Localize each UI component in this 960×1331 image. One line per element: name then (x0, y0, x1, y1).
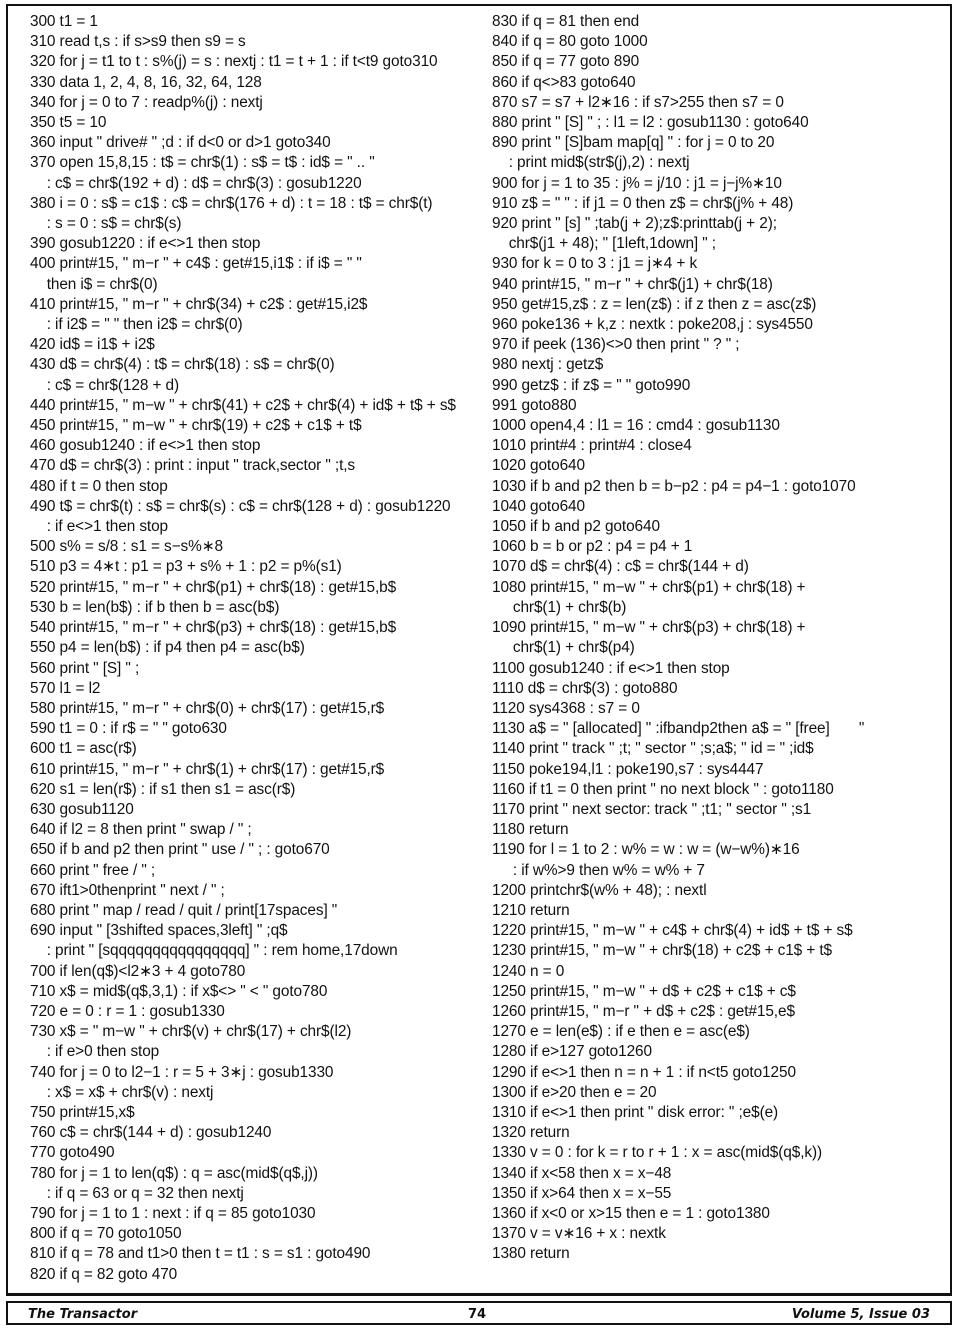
code-line: 1380 return (492, 1245, 570, 1263)
code-line: 1050 if b and p2 goto640 (492, 518, 660, 536)
code-line: 360 input " drive# " ;d : if d<0 or d>1 goto340 (30, 134, 331, 152)
code-line: 900 for j = 1 to 35 : j% = j/10 : j1 = j−j%∗10 (492, 174, 782, 192)
code-line: : if e<>1 then stop (30, 518, 169, 536)
code-line: 430 d$ = chr$(4) : t$ = chr$(18) : s$ = chr$(0) (30, 356, 335, 374)
code-line: 490 t$ = chr$(t) : s$ = chr$(s) : c$ = chr$(128 + d) : gosub1220 (30, 497, 451, 515)
code-line: 1070 d$ = chr$(4) : c$ = chr$(144 + d) (492, 558, 749, 576)
code-line: 1160 if t1 = 0 then print " no next block " : goto1180 (492, 780, 834, 798)
code-line: 1090 print#15, " m−w " + chr$(p3) + chr$(18) + (492, 619, 806, 637)
issue-label: Volume 5, Issue 03 (791, 1307, 930, 1322)
code-line: 680 print " map / read / quit / print[17spaces] " (30, 901, 338, 919)
code-line: 980 nextj : getz$ (492, 356, 604, 374)
code-line: 670 ift1>0thenprint " next / " ; (30, 881, 225, 899)
code-line: 1280 if e>127 goto1260 (492, 1043, 652, 1061)
code-line: 710 x$ = mid$(q$,3,1) : if x$<> " < " goto780 (30, 982, 328, 1000)
code-line: 1170 print " next sector: track " ;t1; " sector " ;s1 (492, 800, 812, 818)
code-line: 640 if l2 = 8 then print " swap / " ; (30, 821, 252, 839)
code-line: chr$(1) + chr$(p4) (492, 639, 635, 657)
code-line: 760 c$ = chr$(144 + d) : gosub1240 (30, 1124, 272, 1142)
code-line: 580 print#15, " m−r " + chr$(0) + chr$(17) : get#15,r$ (30, 699, 385, 717)
code-line: 850 if q = 77 goto 890 (492, 53, 640, 71)
code-line: 700 if len(q$)<l2∗3 + 4 goto780 (30, 962, 246, 980)
code-line: 470 d$ = chr$(3) : print : input " track,sector " ;t,s (30, 457, 356, 475)
code-line: 940 print#15, " m−r " + chr$(j1) + chr$(18) (492, 275, 773, 293)
code-line: 650 if b and p2 then print " use / " ; : goto670 (30, 841, 330, 859)
code-line: : s = 0 : s$ = chr$(s) (30, 215, 182, 233)
code-line: 1180 return (492, 821, 569, 839)
code-line: 560 print " [S] " ; (30, 659, 140, 677)
code-line: 610 print#15, " m−r " + chr$(1) + chr$(17) : get#15,r$ (30, 760, 385, 778)
code-line: 530 b = len(b$) : if b then b = asc(b$) (30, 598, 280, 616)
page-footer (6, 1301, 952, 1325)
code-line: 390 gosub1220 : if e<>1 then stop (30, 235, 261, 253)
code-line: 1370 v = v∗16 + x : nextk (492, 1225, 666, 1243)
code-line: 1130 a$ = " [allocated] " :ifbandp2then a$ = " [free] " (492, 720, 865, 738)
code-line: 620 s1 = len(r$) : if s1 then s1 = asc(r$) (30, 780, 296, 798)
code-line: 1200 printchr$(w% + 48); : nextl (492, 881, 707, 899)
code-line: 1060 b = b or p2 : p4 = p4 + 1 (492, 538, 693, 556)
code-line: 440 print#15, " m−w " + chr$(41) + c2$ + chr$(4) + id$ + t$ + s$ (30, 396, 456, 414)
code-line: then i$ = chr$(0) (30, 275, 158, 293)
code-line: : print mid$(str$(j),2) : nextj (492, 154, 690, 172)
code-line: 1080 print#15, " m−w " + chr$(p1) + chr$(18) + (492, 578, 806, 596)
code-line: 310 read t,s : if s>s9 then s9 = s (30, 33, 246, 51)
code-line: 930 for k = 0 to 3 : j1 = j∗4 + k (492, 255, 698, 273)
code-line: 1320 return (492, 1124, 570, 1142)
page-number: 74 (468, 1307, 487, 1322)
code-line: 1110 d$ = chr$(3) : goto880 (492, 679, 678, 697)
code-line: 1270 e = len(e$) : if e then e = asc(e$) (492, 1023, 750, 1041)
code-line: 630 gosub1120 (30, 800, 134, 818)
code-line: 820 if q = 82 goto 470 (30, 1265, 178, 1283)
code-line: 340 for j = 0 to 7 : readp%(j) : nextj (30, 93, 263, 111)
code-line: 730 x$ = " m−w " + chr$(v) + chr$(17) + chr$(l2) (30, 1023, 352, 1041)
publication-name: The Transactor (28, 1307, 138, 1322)
code-line: 1240 n = 0 (492, 962, 565, 980)
code-line: 540 print#15, " m−r " + chr$(p3) + chr$(18) : get#15,b$ (30, 619, 397, 637)
code-line: 380 i = 0 : s$ = c1$ : c$ = chr$(176 + d) : t = 18 : t$ = chr$(t) (30, 194, 433, 212)
code-line: 1220 print#15, " m−w " + c4$ + chr$(4) + id$ + t$ + s$ (492, 922, 853, 940)
code-line: 991 goto880 (492, 396, 577, 414)
code-line: 1290 if e<>1 then n = n + 1 : if n<t5 goto1250 (492, 1063, 796, 1081)
code-line: 450 print#15, " m−w " + chr$(19) + c2$ + c1$ + t$ (30, 417, 362, 435)
code-line: 810 if q = 78 and t1>0 then t = t1 : s = s1 : goto490 (30, 1245, 371, 1263)
code-line: 1020 goto640 (492, 457, 585, 475)
code-line: 970 if peek (136)<>0 then print " ? " ; (492, 336, 740, 354)
code-line: : print " [sqqqqqqqqqqqqqqqq] " : rem home,17down (30, 942, 398, 960)
code-line: 780 for j = 1 to len(q$) : q = asc(mid$(q$,j)) (30, 1164, 318, 1182)
code-line: 370 open 15,8,15 : t$ = chr$(1) : s$ = t$ : id$ = " .. " (30, 154, 375, 172)
code-line: : c$ = chr$(192 + d) : d$ = chr$(3) : gosub1220 (30, 174, 362, 192)
code-line: : if i2$ = " " then i2$ = chr$(0) (30, 316, 243, 334)
code-line: 520 print#15, " m−r " + chr$(p1) + chr$(18) : get#15,b$ (30, 578, 397, 596)
code-line: 330 data 1, 2, 4, 8, 16, 32, 64, 128 (30, 73, 262, 91)
code-line: 750 print#15,x$ (30, 1103, 135, 1121)
code-line: 460 gosub1240 : if e<>1 then stop (30, 437, 261, 455)
code-line: : if w%>9 then w% = w% + 7 (492, 861, 705, 879)
code-line: chr$(1) + chr$(b) (492, 598, 627, 616)
code-line: 350 t5 = 10 (30, 114, 107, 132)
code-line: 690 input " [3shifted spaces,3left] " ;q$ (30, 922, 288, 940)
code-line: 1040 goto640 (492, 497, 585, 515)
code-line: 740 for j = 0 to l2−1 : r = 5 + 3∗j : gosub1330 (30, 1063, 334, 1081)
code-line: 1030 if b and p2 then b = b−p2 : p4 = p4−1 : goto1070 (492, 477, 856, 495)
code-line: 1190 for l = 1 to 2 : w% = w : w = (w−w%)∗16 (492, 841, 800, 859)
code-line: 600 t1 = asc(r$) (30, 740, 137, 758)
listing-column-right (492, 12, 947, 1265)
code-line: 880 print " [S] " ; : l1 = l2 : gosub1130 : goto640 (492, 114, 809, 132)
code-line: 1150 poke194,l1 : poke190,s7 : sys4447 (492, 760, 764, 778)
code-line: : x$ = x$ + chr$(v) : nextj (30, 1083, 214, 1101)
code-line: 410 print#15, " m−r " + chr$(34) + c2$ : get#15,i2$ (30, 295, 368, 313)
code-line: 1310 if e<>1 then print " disk error: " ;e$(e) (492, 1103, 779, 1121)
code-line: 790 for j = 1 to 1 : next : if q = 85 goto1030 (30, 1204, 316, 1222)
code-line: 870 s7 = s7 + l2∗16 : if s7>255 then s7 = 0 (492, 93, 784, 111)
code-line: 1010 print#4 : print#4 : close4 (492, 437, 692, 455)
code-line: 320 for j = t1 to t : s%(j) = s : nextj : t1 = t + 1 : if t<t9 goto310 (30, 53, 438, 71)
code-line: 400 print#15, " m−r " + c4$ : get#15,i1$ : if i$ = " " (30, 255, 362, 273)
code-line: 500 s% = s/8 : s1 = s−s%∗8 (30, 538, 223, 556)
code-line: 800 if q = 70 goto1050 (30, 1225, 182, 1243)
code-line: 480 if t = 0 then stop (30, 477, 168, 495)
code-line: 1260 print#15, " m−r " + d$ + c2$ : get#15,e$ (492, 1002, 795, 1020)
code-line: 590 t1 = 0 : if r$ = " " goto630 (30, 720, 227, 738)
code-line: 660 print " free / " ; (30, 861, 156, 879)
code-line: 890 print " [S]bam map[q] " : for j = 0 to 20 (492, 134, 775, 152)
code-line: 1360 if x<0 or x>15 then e = 1 : goto1380 (492, 1204, 770, 1222)
code-line: 950 get#15,z$ : z = len(z$) : if z then z = asc(z$) (492, 295, 817, 313)
code-line: 720 e = 0 : r = 1 : gosub1330 (30, 1002, 225, 1020)
code-line: 860 if q<>83 goto640 (492, 73, 636, 91)
code-line: 1120 sys4368 : s7 = 0 (492, 699, 640, 717)
code-line: 570 l1 = l2 (30, 679, 101, 697)
code-line: 1100 gosub1240 : if e<>1 then stop (492, 659, 730, 677)
code-line: 1140 print " track " ;t; " sector " ;s;a$; " id = " ;id$ (492, 740, 814, 758)
code-line: 1350 if x>64 then x = x−55 (492, 1184, 672, 1202)
code-line: 960 poke136 + k,z : nextk : poke208,j : sys4550 (492, 316, 813, 334)
code-line: 550 p4 = len(b$) : if p4 then p4 = asc(b$) (30, 639, 305, 657)
listing-column-left (30, 12, 480, 1285)
code-line: : if e>0 then stop (30, 1043, 160, 1061)
code-line: 1230 print#15, " m−w " + chr$(18) + c2$ + c1$ + t$ (492, 942, 833, 960)
code-line: 770 goto490 (30, 1144, 115, 1162)
code-line: 840 if q = 80 goto 1000 (492, 33, 648, 51)
code-line: : if q = 63 or q = 32 then nextj (30, 1184, 244, 1202)
code-line: chr$(j1 + 48); " [1left,1down] " ; (492, 235, 716, 253)
code-line: 510 p3 = 4∗t : p1 = p3 + s% + 1 : p2 = p%(s1) (30, 558, 342, 576)
code-line: 830 if q = 81 then end (492, 13, 640, 30)
code-line: : c$ = chr$(128 + d) (30, 376, 180, 394)
code-line: 1000 open4,4 : l1 = 16 : cmd4 : gosub1130 (492, 417, 780, 435)
code-line: 420 id$ = i1$ + i2$ (30, 336, 155, 354)
code-line: 1330 v = 0 : for k = r to r + 1 : x = asc(mid$(q$,k)) (492, 1144, 823, 1162)
code-line: 300 t1 = 1 (30, 13, 98, 30)
code-line: 1250 print#15, " m−w " + d$ + c2$ + c1$ + c$ (492, 982, 796, 1000)
code-line: 920 print " [s] " ;tab(j + 2);z$:printtab(j + 2); (492, 215, 777, 233)
code-line: 910 z$ = " " : if j1 = 0 then z$ = chr$(j% + 48) (492, 194, 794, 212)
code-line: 990 getz$ : if z$ = " " goto990 (492, 376, 691, 394)
code-line: 1340 if x<58 then x = x−48 (492, 1164, 672, 1182)
code-line: 1210 return (492, 901, 570, 919)
code-line: 1300 if e>20 then e = 20 (492, 1083, 657, 1101)
